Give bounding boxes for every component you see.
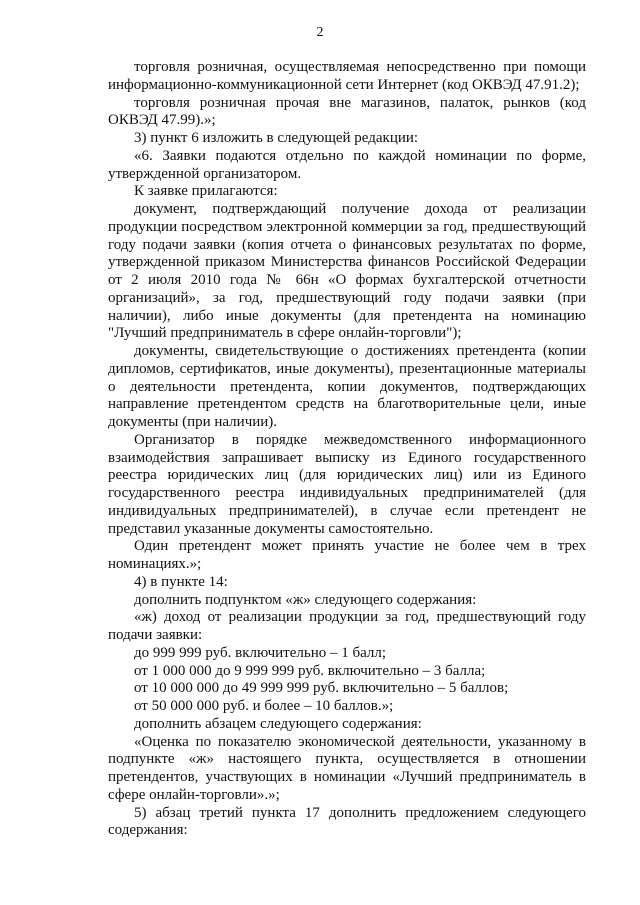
paragraph-add-subitem-zh: дополнить подпунктом «ж» следующего содержания: — [134, 591, 477, 608]
paragraph-score-10: от 50 000 000 руб. и более – 10 баллов.»; — [134, 698, 394, 714]
document-body — [108, 59, 586, 840]
paragraph-organizer-request: Организатор в порядке межведомственного информационного взаимодействия запрашивает выписку из Единого государственного реестра юридических лиц (для юридических лиц) или из Единого государственного реестра индивидуальных предпринимателей (для индивидуальных предпринимателей), в случае если претендент не представил указанные документы самостоятельно. — [108, 431, 586, 537]
paragraph-score-1: до 999 999 руб. включительно – 1 балл; — [134, 644, 387, 661]
paragraph-attachments-heading: К заявке прилагаются: — [134, 183, 278, 200]
page-number: 2 — [316, 25, 324, 40]
paragraph-income-document: документ, подтверждающий получение дохода от реализации продукции посредством электронной коммерции за год, предшествующий году подачи заявки (копия отчета о финансовых результатах по форме, утвержденной приказом Министерства финансов Российской Федерации от 2 июля 2010 года № 66н «О формах бухгалтерской отчетности организаций», за год, предшествующий году подачи заявки (при наличии), либо иные документы (для претендента на номинацию "Лучший предприниматель в сфере онлайн-торговли"); — [108, 201, 586, 342]
paragraph-retail-internet: торговля розничная, осуществляемая непосредственно при помощи информационно-коммуникационной сети Интернет (код ОКВЭД 47.91.2); — [108, 59, 586, 93]
paragraph-item-6-applications: «6. Заявки подаются отдельно по каждой номинации по форме, утвержденной организатором. — [108, 147, 586, 182]
paragraph-retail-other: торговля розничная прочая вне магазинов, палаток, рынков (код ОКВЭД 47.99).»; — [108, 94, 586, 129]
paragraph-evaluation: «Оценка по показателю экономической деятельности, указанному в подпункте «ж» настоящего пункта, осуществляется в отношении претендентов, участвующих в номинации «Лучший предприниматель в сфере онлайн-торговли».»; — [108, 733, 586, 803]
paragraph-achievements-documents: документы, свидетельствующие о достижениях претендента (копии дипломов, сертификатов, иные документы), презентационные материалы о деятельности претендента, копии документов, подтверждающих направление претендентом средств на благотворительные цели, иные документы (при наличии). — [108, 343, 586, 430]
paragraph-add-paragraph: дополнить абзацем следующего содержания: — [134, 715, 422, 732]
paragraph-item-4: 4) в пункте 14: — [134, 573, 228, 590]
paragraph-item-3: 3) пункт 6 изложить в следующей редакции: — [134, 130, 419, 146]
paragraph-subitem-zh-income: «ж) доход от реализации продукции за год, предшествующий году подачи заявки: — [108, 609, 586, 643]
paragraph-nominations-limit: Один претендент может принять участие не более чем в трех номинациях.»; — [108, 538, 586, 572]
paragraph-score-5: от 10 000 000 до 49 999 999 руб. включительно – 5 баллов; — [134, 680, 509, 697]
paragraph-item-5: 5) абзац третий пункта 17 дополнить предложением следующего содержания: — [108, 804, 586, 839]
paragraph-score-3: от 1 000 000 до 9 999 999 руб. включительно – 3 балла; — [134, 662, 486, 679]
